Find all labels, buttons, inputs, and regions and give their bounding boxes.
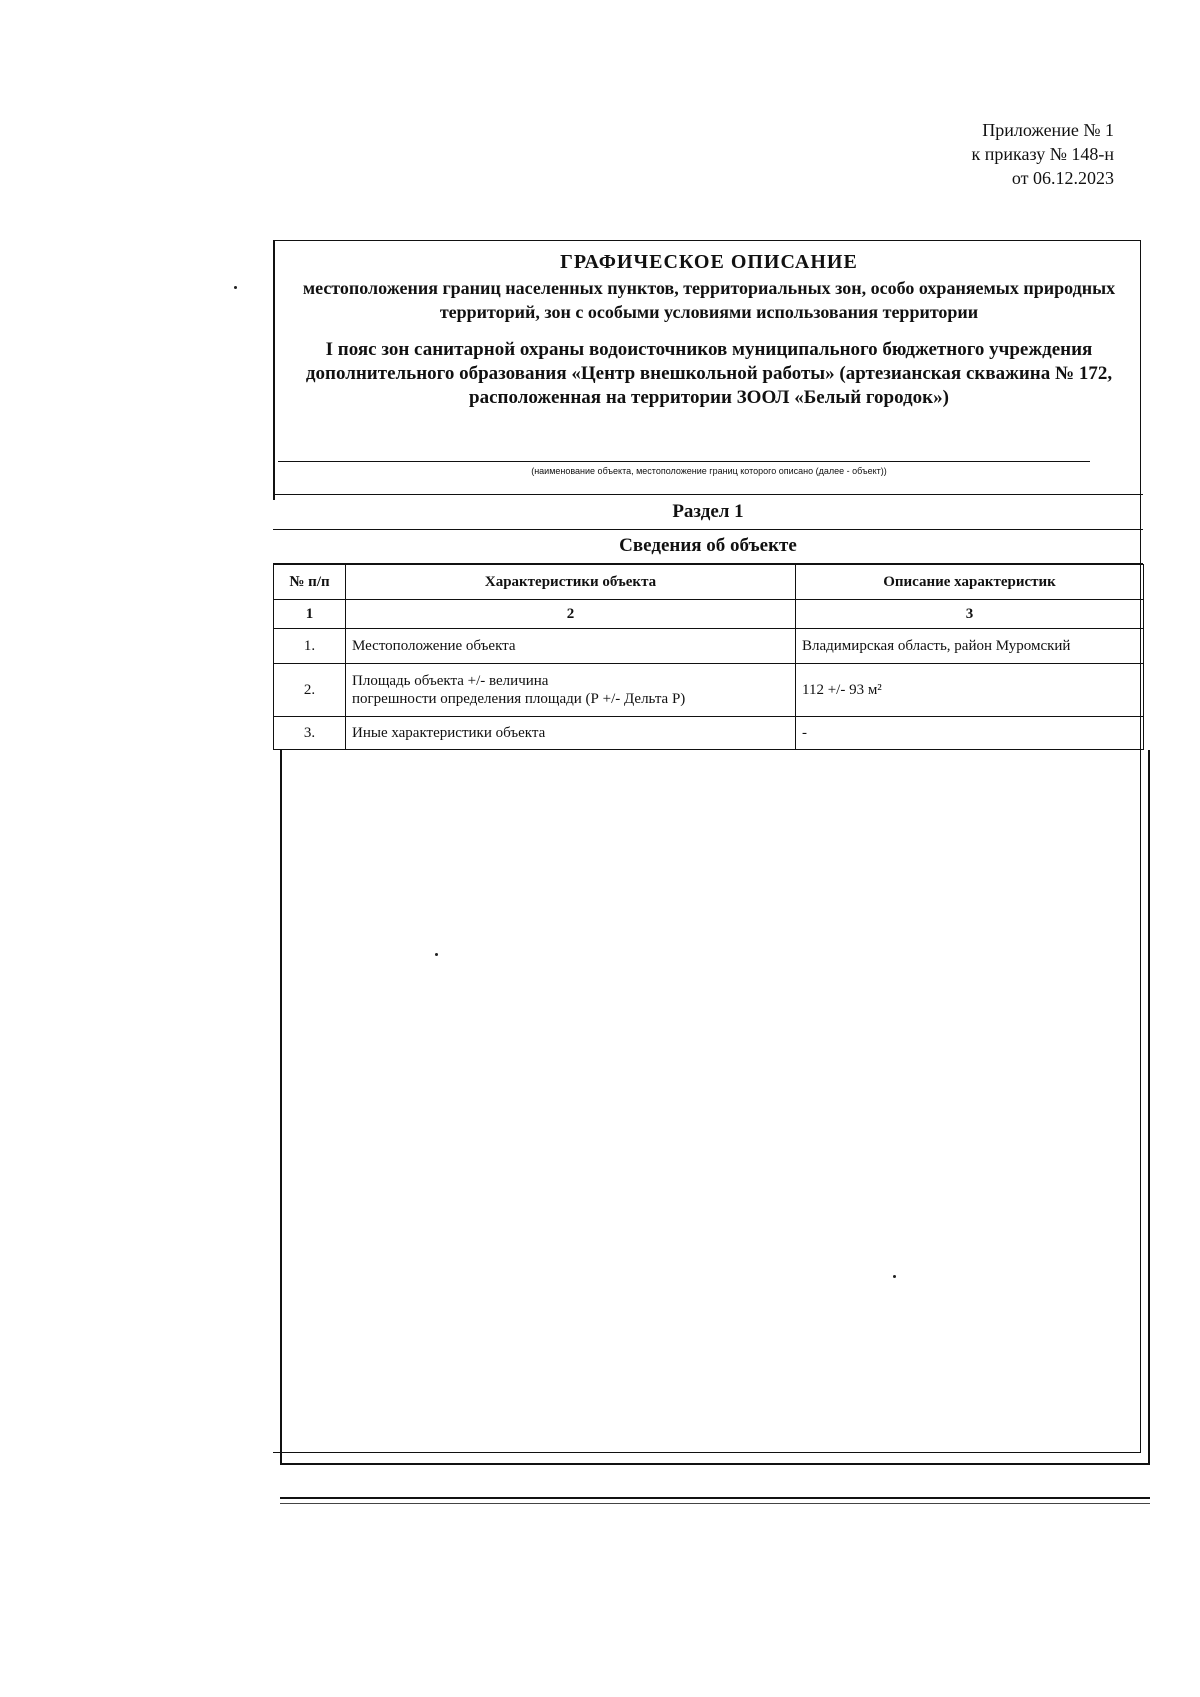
appendix-line-3: от 06.12.2023 [1011, 168, 1114, 188]
frame-left-border [273, 240, 275, 500]
object-name-underline [278, 461, 1090, 462]
header-characteristic: Характеристики объекта [346, 565, 796, 600]
row-number: 1. [274, 629, 346, 664]
appendix-line-2: к приказу № 148-н [971, 144, 1114, 164]
table-row [274, 717, 1144, 750]
table-row [274, 664, 1144, 717]
scan-speck [435, 953, 438, 956]
scan-speck [234, 286, 237, 289]
sheet-separator-line-secondary [280, 1503, 1150, 1504]
column-number-1: 1 [274, 600, 346, 629]
column-number-row [274, 600, 1144, 629]
header-description: Описание характеристик [796, 565, 1144, 600]
frame-lower-left-border [280, 750, 282, 1463]
row-number: 2. [274, 664, 346, 717]
header-number: № п/п [274, 565, 346, 600]
object-info-table [273, 564, 1144, 750]
row-number: 3. [274, 717, 346, 750]
section-subtitle: Сведения об объекте [273, 530, 1143, 564]
document-frame [273, 240, 1141, 1453]
frame-lower-right-border [1148, 750, 1150, 1463]
frame-bottom-border [280, 1463, 1150, 1465]
sheet-separator-line [280, 1497, 1150, 1499]
row-description: 112 +/- 93 м² [796, 664, 1144, 717]
section-title: Раздел 1 [273, 494, 1143, 530]
row-characteristic [346, 664, 796, 717]
column-number-3: 3 [796, 600, 1144, 629]
row-characteristic-line-2: погрешности определения площади (Р +/- Дельта Р) [352, 691, 686, 707]
column-number-2: 2 [346, 600, 796, 629]
table-header-row [274, 565, 1144, 600]
row-description: Владимирская область, район Муромский [796, 629, 1144, 664]
row-characteristic: Местоположение объекта [346, 629, 796, 664]
scan-speck [893, 1275, 896, 1278]
document-header [278, 250, 1140, 410]
document-subtitle: местоположения границ населенных пунктов, территориальных зон, особо охраняемых природных территорий, зон с особыми условиями использования территории [302, 278, 1116, 322]
object-name: I пояс зон санитарной охраны водоисточников муниципального бюджетного учреждения дополнительного образования «Центр внешкольной работы» (артезианская скважина № 172, расположенная на территории ЗООЛ «Белый городок») [305, 339, 1113, 408]
row-characteristic: Иные характеристики объекта [346, 717, 796, 750]
row-description: - [796, 717, 1144, 750]
row-characteristic-line-1: Площадь объекта +/- величина [352, 673, 549, 689]
document-title: ГРАФИЧЕСКОЕ ОПИСАНИЕ [560, 251, 858, 273]
table-row [274, 629, 1144, 664]
object-name-caption: (наименование объекта, местоположение границ которого описано (далее - объект)) [531, 466, 887, 476]
appendix-line-1: Приложение № 1 [982, 120, 1114, 140]
appendix-block [971, 118, 1114, 190]
